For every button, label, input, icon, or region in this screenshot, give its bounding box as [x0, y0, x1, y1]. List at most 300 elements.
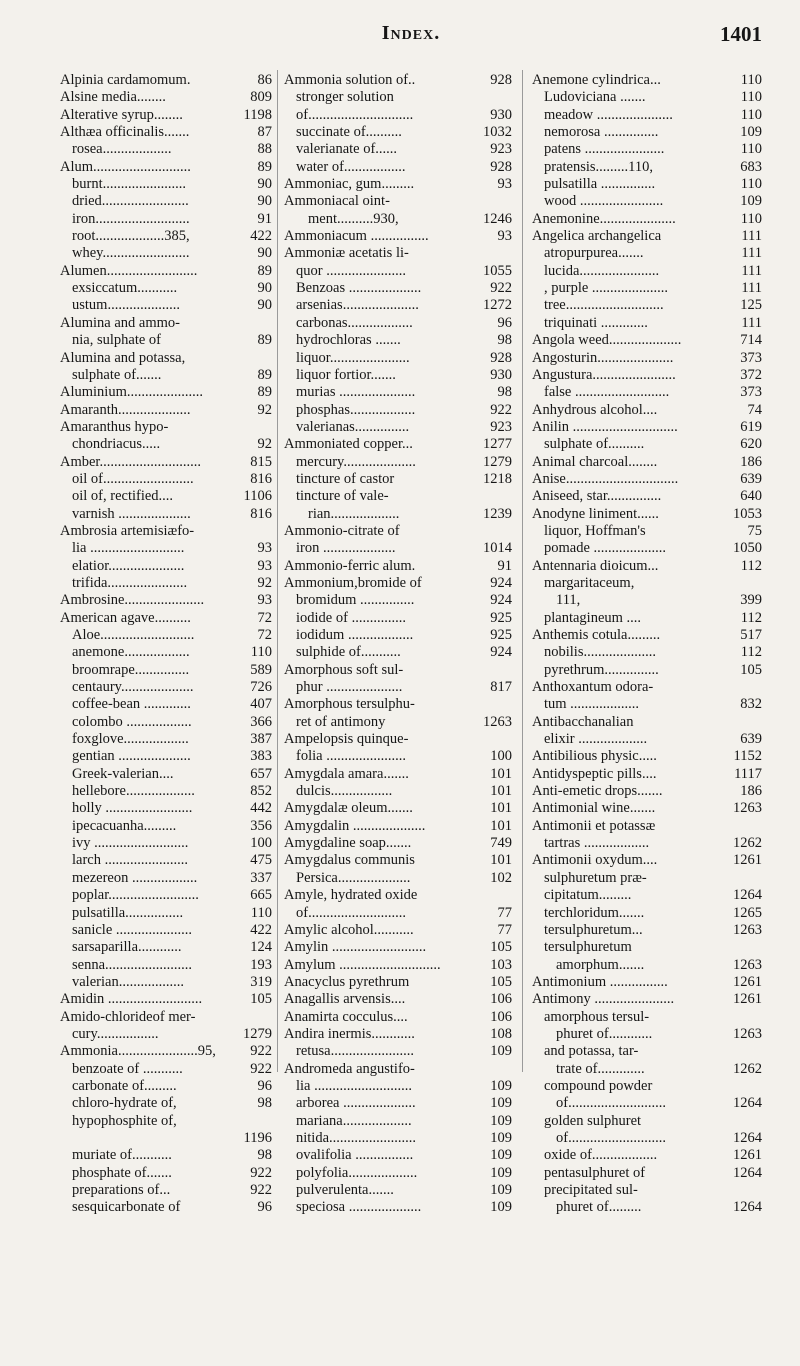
- entry-page-ref: 90: [257, 280, 272, 297]
- entry-term: retusa.......................: [296, 1043, 414, 1060]
- entry-page-ref: 110: [740, 210, 762, 227]
- entry-term: sesquicarbonate of: [72, 1199, 181, 1216]
- entry-term: root...................385,: [72, 228, 190, 245]
- entry-page-ref: 111: [741, 245, 762, 262]
- index-entry: [60, 991, 272, 1008]
- entry-page-ref: 924: [490, 644, 512, 661]
- entry-term: gentian ....................: [72, 748, 191, 765]
- page-number: 1401: [720, 22, 762, 46]
- entry-term: trate of.............: [556, 1060, 645, 1077]
- entry-page-ref: 816: [250, 470, 272, 487]
- entry-page-ref: 1032: [483, 124, 512, 141]
- index-entry: [532, 1130, 762, 1147]
- entry-page-ref: 109: [490, 1077, 512, 1094]
- entry-term: Antidyspeptic pills....: [532, 765, 657, 782]
- entry-term: oil of.........................: [72, 470, 194, 487]
- entry-page-ref: 109: [740, 124, 762, 141]
- index-entry: [60, 644, 272, 661]
- entry-page-ref: 125: [740, 297, 762, 314]
- index-entry: [60, 315, 272, 332]
- entry-page-ref: 86: [257, 72, 272, 88]
- index-entry: [60, 245, 272, 262]
- entry-term: Ammonia......................95,: [60, 1043, 216, 1060]
- entry-term: Andromeda angustifo-: [284, 1060, 415, 1077]
- entry-term: Angelica archangelica: [532, 228, 662, 245]
- entry-page-ref: 92: [257, 401, 272, 418]
- index-entry: [60, 610, 272, 627]
- entry-term: hypophosphite of,: [72, 1112, 177, 1129]
- entry-page-ref: 103: [490, 956, 512, 973]
- entry-page-ref: 1279: [483, 453, 512, 470]
- entry-term: Amygdalæ oleum.......: [284, 800, 413, 817]
- index-entry: [60, 1095, 272, 1112]
- index-entry: [284, 905, 512, 922]
- entry-page-ref: 87: [257, 124, 272, 141]
- entry-term: Amygdalin ....................: [284, 817, 426, 834]
- entry-term: Antimonii oxydum....: [532, 852, 658, 869]
- index-entry: [60, 696, 272, 713]
- index-entry: [284, 870, 512, 887]
- entry-term: exsiccatum...........: [72, 280, 178, 297]
- entry-term: Anagallis arvensis....: [284, 991, 406, 1008]
- entry-term: nemorosa ...............: [544, 124, 659, 141]
- entry-term: Ammoniæ acetatis li-: [284, 245, 409, 262]
- index-entry: [532, 1199, 762, 1216]
- entry-page-ref: 815: [250, 453, 272, 470]
- entry-term: poplar.........................: [72, 887, 199, 904]
- entry-page-ref: 89: [257, 384, 272, 401]
- entry-term: sarsaparilla............: [72, 939, 182, 956]
- entry-page-ref: 726: [250, 679, 272, 696]
- index-entry: [284, 558, 512, 575]
- index-entry: [284, 1147, 512, 1164]
- entry-page-ref: 101: [490, 852, 512, 869]
- entry-term: Alumen.........................: [60, 262, 198, 279]
- entry-page-ref: 109: [490, 1129, 512, 1146]
- entry-term: Anthemis cotula.........: [532, 627, 661, 643]
- index-entry: [284, 523, 512, 540]
- entry-term: sulphate of.......: [72, 366, 162, 383]
- entry-term: pentasulphuret of: [544, 1164, 646, 1181]
- entry-term: chondriacus.....: [72, 436, 161, 453]
- index-entry: [532, 124, 762, 141]
- index-column-3: [532, 72, 762, 1217]
- entry-term: valerianate of......: [296, 141, 398, 158]
- index-entry: [60, 1182, 272, 1199]
- entry-page-ref: 105: [490, 939, 512, 956]
- index-entry: [532, 176, 762, 193]
- entry-term: Amorphous soft sul-: [284, 661, 404, 678]
- index-entry: [284, 506, 512, 523]
- index-entry: [532, 506, 762, 523]
- entry-page-ref: 1264: [733, 1199, 762, 1216]
- entry-term: chloro-hydrate of,: [72, 1095, 177, 1112]
- index-entry: [532, 1026, 762, 1043]
- entry-term: triquinati .............: [544, 314, 648, 331]
- index-entry: [284, 644, 512, 661]
- entry-term: iodidum ..................: [296, 627, 414, 643]
- index-entry: [532, 1147, 762, 1164]
- index-entry: [284, 124, 512, 141]
- entry-page-ref: 110: [740, 176, 762, 193]
- entry-term: dulcis.................: [296, 783, 393, 800]
- index-entry: [532, 991, 762, 1008]
- entry-page-ref: 356: [250, 817, 272, 834]
- entry-term: pratensis.........110,: [544, 158, 654, 175]
- running-title: Index.: [381, 22, 441, 44]
- entry-page-ref: 922: [490, 280, 512, 297]
- index-entry: [284, 957, 512, 974]
- entry-term: Ampelopsis quinque-: [284, 731, 409, 748]
- entry-term: murias .....................: [296, 384, 416, 401]
- entry-term: ipecacuanha.........: [72, 817, 177, 834]
- index-entry: [60, 523, 272, 540]
- index-entry: [532, 384, 762, 401]
- entry-page-ref: 373: [740, 384, 762, 401]
- index-entry: [284, 350, 512, 367]
- entry-page-ref: 92: [257, 436, 272, 453]
- index-entry: [284, 610, 512, 627]
- index-entry: [532, 454, 762, 471]
- index-entry: [284, 922, 512, 939]
- entry-page-ref: 110: [250, 644, 272, 661]
- entry-page-ref: 112: [740, 644, 762, 661]
- entry-page-ref: 96: [257, 1199, 272, 1216]
- entry-page-ref: 100: [250, 835, 272, 852]
- entry-term: cury.................: [72, 1025, 159, 1042]
- entry-page-ref: 1262: [733, 835, 762, 852]
- entry-page-ref: 923: [490, 141, 512, 158]
- entry-term: Angosturin.....................: [532, 349, 674, 366]
- entry-page-ref: 852: [250, 783, 272, 800]
- entry-page-ref: 106: [490, 991, 512, 1008]
- index-entry: [532, 679, 762, 696]
- entry-term: Alum...........................: [60, 158, 191, 175]
- index-entry: [284, 436, 512, 453]
- index-entry: [284, 800, 512, 817]
- entry-term: amorphous tersul-: [544, 1008, 650, 1025]
- index-entry: [60, 332, 272, 349]
- entry-term: tincture of vale-: [296, 488, 389, 505]
- entry-term: broomrape...............: [72, 661, 190, 678]
- index-entry: [532, 887, 762, 904]
- index-entry: [60, 662, 272, 679]
- entry-term: Anhydrous alcohol....: [532, 401, 658, 418]
- index-entry: [284, 402, 512, 419]
- entry-page-ref: 1264: [733, 1129, 762, 1146]
- entry-page-ref: 319: [250, 973, 272, 990]
- entry-term: hellebore...................: [72, 783, 195, 800]
- column-divider: [277, 70, 278, 1072]
- entry-term: meadow .....................: [544, 106, 673, 123]
- entry-term: Amylum ............................: [284, 956, 441, 973]
- index-entry: [60, 957, 272, 974]
- entry-term: lia ..........................: [72, 540, 185, 557]
- index-entry: [532, 731, 762, 748]
- entry-page-ref: 657: [250, 765, 272, 782]
- entry-page-ref: 683: [740, 158, 762, 175]
- index-entry: [60, 766, 272, 783]
- index-entry: [60, 402, 272, 419]
- index-entry: [532, 159, 762, 176]
- entry-page-ref: 98: [497, 384, 512, 401]
- entry-term: Amyle, hydrated oxide: [284, 887, 418, 904]
- entry-page-ref: 1198: [243, 106, 272, 123]
- index-entry: [284, 1078, 512, 1095]
- index-entry: [60, 211, 272, 228]
- index-entry: [532, 1061, 762, 1078]
- index-entry: [532, 575, 762, 592]
- index-entry: [60, 107, 272, 124]
- entry-term: tersulphuretum: [544, 939, 632, 956]
- index-entry: [60, 1113, 272, 1130]
- index-entry: [60, 852, 272, 869]
- entry-term: senna........................: [72, 956, 193, 973]
- index-entry: [60, 1199, 272, 1216]
- entry-page-ref: 90: [257, 245, 272, 262]
- entry-page-ref: 91: [497, 557, 512, 574]
- index-entry: [532, 211, 762, 228]
- index-entry: [60, 887, 272, 904]
- entry-term: Antimonium ................: [532, 973, 668, 990]
- index-entry: [284, 159, 512, 176]
- entry-term: Anodyne liniment......: [532, 505, 659, 522]
- index-entry: [60, 488, 272, 505]
- entry-page-ref: 1262: [733, 1060, 762, 1077]
- entry-term: pulsatilla ...............: [544, 176, 656, 193]
- index-entry: [284, 1113, 512, 1130]
- index-entry: [532, 280, 762, 297]
- entry-page-ref: 93: [497, 228, 512, 245]
- index-entry: [60, 627, 272, 644]
- index-entry: [532, 1009, 762, 1026]
- index-entry: [532, 1095, 762, 1112]
- entry-term: larch .......................: [72, 852, 188, 869]
- entry-page-ref: 922: [490, 401, 512, 418]
- index-entry: [284, 1095, 512, 1112]
- entry-page-ref: 928: [490, 158, 512, 175]
- entry-term: Anamirta cocculus....: [284, 1008, 408, 1025]
- entry-term: iron ....................: [296, 540, 396, 557]
- entry-page-ref: 422: [250, 228, 272, 245]
- entry-term: Anemone cylindrica...: [532, 72, 661, 88]
- entry-term: ret of antimony: [296, 713, 386, 730]
- entry-term: phur .....................: [296, 679, 403, 696]
- index-entry: [60, 1165, 272, 1182]
- entry-page-ref: 1117: [734, 765, 762, 782]
- entry-page-ref: 92: [257, 574, 272, 591]
- entry-page-ref: 925: [490, 609, 512, 626]
- entry-page-ref: 89: [257, 332, 272, 349]
- entry-term: holly ........................: [72, 800, 193, 817]
- entry-term: Amylic alcohol...........: [284, 921, 414, 938]
- entry-page-ref: 639: [740, 731, 762, 748]
- index-entry: [284, 193, 512, 210]
- entry-term: colombo ..................: [72, 713, 192, 730]
- index-entry: [60, 939, 272, 956]
- entry-term: quor ......................: [296, 262, 406, 279]
- entry-term: terchloridum.......: [544, 904, 645, 921]
- entry-term: patens ......................: [544, 141, 665, 158]
- index-entry: [60, 1061, 272, 1078]
- index-entry: [284, 280, 512, 297]
- index-entry: [284, 141, 512, 158]
- entry-term: valerianas...............: [296, 418, 410, 435]
- entry-term: Anacyclus pyrethrum: [284, 973, 410, 990]
- entry-page-ref: 817: [490, 679, 512, 696]
- entry-page-ref: 422: [250, 921, 272, 938]
- entry-term: precipitated sul-: [544, 1182, 638, 1198]
- index-entry: [60, 141, 272, 158]
- entry-term: pomade ....................: [544, 540, 667, 557]
- index-entry: [284, 211, 512, 228]
- entry-page-ref: 922: [250, 1182, 272, 1198]
- entry-term: Ammonio-citrate of: [284, 522, 400, 539]
- index-entry: [60, 193, 272, 210]
- entry-page-ref: 1264: [733, 887, 762, 904]
- entry-page-ref: 110: [740, 141, 762, 158]
- entry-page-ref: 1263: [733, 956, 762, 973]
- entry-term: pulsatilla................: [72, 904, 184, 921]
- index-entry: [284, 89, 512, 106]
- entry-page-ref: 1261: [733, 852, 762, 869]
- entry-term: and potassa, tar-: [544, 1043, 639, 1060]
- entry-page-ref: 1050: [733, 540, 762, 557]
- index-entry: [532, 974, 762, 991]
- entry-term: Animal charcoal........: [532, 453, 658, 470]
- entry-page-ref: 109: [490, 1199, 512, 1216]
- entry-page-ref: 619: [740, 418, 762, 435]
- index-entry: [532, 402, 762, 419]
- index-entry: [532, 696, 762, 713]
- entry-page-ref: 110: [740, 89, 762, 106]
- index-entry: [532, 540, 762, 557]
- index-entry: [532, 783, 762, 800]
- entry-page-ref: 809: [250, 89, 272, 106]
- entry-page-ref: 124: [250, 939, 272, 956]
- entry-page-ref: 1239: [483, 505, 512, 522]
- index-entry: [60, 350, 272, 367]
- index-entry: [532, 748, 762, 765]
- entry-term: Ammonio-ferric alum.: [284, 557, 416, 574]
- entry-term: water of.................: [296, 158, 406, 175]
- entry-page-ref: 924: [490, 592, 512, 609]
- entry-page-ref: 930: [490, 106, 512, 123]
- entry-page-ref: 75: [747, 522, 762, 539]
- entry-page-ref: 1263: [733, 800, 762, 817]
- entry-term: pulverulenta.......: [296, 1182, 394, 1198]
- entry-term: ivy ..........................: [72, 835, 189, 852]
- entry-term: golden sulphuret: [544, 1112, 642, 1129]
- entry-term: Aluminium.....................: [60, 384, 203, 401]
- index-entry: [284, 974, 512, 991]
- index-entry: [60, 922, 272, 939]
- entry-term: phosphate of.......: [72, 1164, 172, 1181]
- entry-term: iron..........................: [72, 210, 190, 227]
- entry-term: tree...........................: [544, 297, 664, 314]
- entry-term: liquor, Hoffman's: [544, 522, 646, 539]
- entry-page-ref: 93: [497, 176, 512, 193]
- entry-term: carbonas..................: [296, 314, 413, 331]
- index-column-1: [60, 72, 272, 1217]
- entry-page-ref: 112: [740, 557, 762, 574]
- entry-term: of...........................: [556, 1129, 666, 1146]
- index-entry: [532, 627, 762, 644]
- index-entry: [532, 297, 762, 314]
- index-entry: [284, 627, 512, 644]
- entry-page-ref: 72: [257, 609, 272, 626]
- entry-page-ref: 1246: [483, 210, 512, 227]
- entry-page-ref: 100: [490, 748, 512, 765]
- entry-page-ref: 93: [257, 540, 272, 557]
- index-entry: [284, 731, 512, 748]
- index-entry: [284, 454, 512, 471]
- entry-page-ref: 111: [741, 262, 762, 279]
- entry-term: Amylin ..........................: [284, 939, 427, 956]
- index-entry: [60, 454, 272, 471]
- entry-page-ref: 108: [490, 1025, 512, 1042]
- index-entry: [532, 523, 762, 540]
- entry-term: wood .......................: [544, 193, 664, 210]
- index-entry: [60, 159, 272, 176]
- index-entry: [532, 852, 762, 869]
- index-entry: [60, 974, 272, 991]
- entry-term: oil of, rectified....: [72, 488, 174, 505]
- entry-page-ref: 373: [740, 349, 762, 366]
- entry-page-ref: 665: [250, 887, 272, 904]
- entry-term: false ..........................: [544, 384, 670, 401]
- index-entry: [284, 1061, 512, 1078]
- index-entry: [60, 72, 272, 89]
- entry-term: sulphate of..........: [544, 436, 645, 453]
- index-entry: [532, 419, 762, 436]
- entry-term: of.............................: [296, 106, 414, 123]
- index-entry: [532, 905, 762, 922]
- entry-term: Anti-emetic drops.......: [532, 783, 663, 800]
- index-entry: [284, 696, 512, 713]
- index-entry: [60, 835, 272, 852]
- entry-term: Antibacchanalian: [532, 713, 634, 730]
- entry-term: lia ...........................: [296, 1077, 412, 1094]
- entry-term: Amaranth....................: [60, 401, 191, 418]
- entry-page-ref: 1263: [733, 921, 762, 938]
- index-entry: [532, 610, 762, 627]
- entry-term: liquor......................: [296, 349, 410, 366]
- entry-page-ref: 925: [490, 627, 512, 643]
- entry-page-ref: 1261: [733, 973, 762, 990]
- entry-page-ref: 1272: [483, 297, 512, 314]
- entry-page-ref: 924: [490, 574, 512, 591]
- entry-page-ref: 101: [490, 783, 512, 800]
- entry-term: dried........................: [72, 193, 189, 210]
- index-entry: [532, 800, 762, 817]
- index-entry: [60, 436, 272, 453]
- entry-term: rosea...................: [72, 141, 172, 158]
- entry-page-ref: 1152: [733, 748, 762, 765]
- entry-term: stronger solution: [296, 89, 394, 106]
- index-entry: [60, 124, 272, 141]
- entry-term: pyrethrum...............: [544, 661, 659, 678]
- entry-term: varnish ....................: [72, 505, 191, 522]
- index-entry: [60, 263, 272, 280]
- entry-page-ref: 372: [740, 366, 762, 383]
- entry-term: Persica....................: [296, 869, 411, 886]
- entry-term: , purple .....................: [544, 280, 669, 297]
- entry-page-ref: 98: [257, 1095, 272, 1112]
- entry-term: Amaranthus hypo-: [60, 418, 169, 435]
- entry-term: Antennaria dioicum...: [532, 557, 659, 574]
- index-entry: [60, 540, 272, 557]
